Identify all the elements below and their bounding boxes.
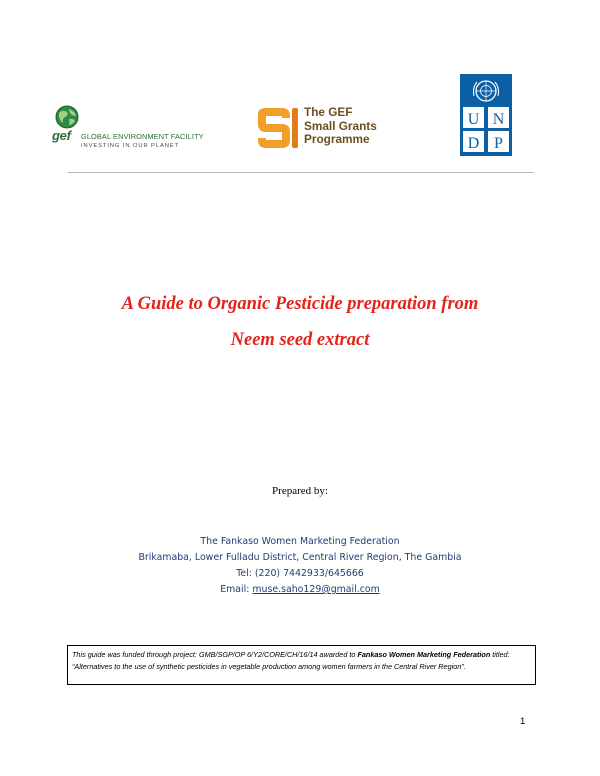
page-number: 1 <box>520 716 526 727</box>
organization-block <box>0 534 600 598</box>
organization-tel: Tel: (220) 7442933/645666 <box>236 568 364 579</box>
funding-recipient: Fankaso Women Marketing Federation <box>357 650 491 659</box>
sgp-line-2: Small Grants <box>304 118 377 133</box>
funding-text-2: titled: “Alternatives to the use of synthetic pesticides in vegetable production among women farmers in the Central River Region”. <box>72 650 510 671</box>
email-label: Email: <box>220 584 253 595</box>
sgp-line-1: The GEF <box>304 105 353 119</box>
undp-letter-d: D <box>467 135 480 152</box>
gef-tagline: INVESTING IN OUR PLANET <box>81 143 180 149</box>
organization-name: The Fankaso Women Marketing Federation <box>200 536 400 547</box>
sgp-emblem-icon <box>252 104 300 154</box>
sgp-wordmark <box>304 106 377 147</box>
funding-note-box <box>67 645 536 685</box>
organization-email-line <box>0 582 600 598</box>
prepared-by-label: Prepared by: <box>272 485 328 497</box>
sgp-logo <box>252 104 382 156</box>
undp-logo <box>460 74 512 156</box>
organization-address: Brikamaba, Lower Fulladu District, Central River Region, The Gambia <box>138 552 462 563</box>
gef-logo <box>52 104 212 154</box>
undp-letter-u: U <box>467 111 480 128</box>
globe-icon <box>54 104 80 130</box>
sgp-line-3: Programme <box>304 132 370 146</box>
logo-header <box>0 0 600 170</box>
funding-text-1: This guide was funded through project: GMB/SGP/OP 6/Y2/CORE/CH/16/14 awarded to <box>72 650 358 659</box>
undp-letter-p: P <box>494 135 503 152</box>
title-line-2: Neem seed extract <box>230 330 370 350</box>
undp-letter-n: N <box>492 111 505 128</box>
title-line-1: A Guide to Organic Pesticide preparation from <box>121 294 479 314</box>
email-link[interactable]: muse.saho129@gmail.com <box>252 584 380 595</box>
gef-wordmark: gef <box>52 128 71 143</box>
header-divider <box>68 172 534 173</box>
gef-name: GLOBAL ENVIRONMENT FACILITY <box>81 132 204 141</box>
document-title <box>0 286 600 358</box>
